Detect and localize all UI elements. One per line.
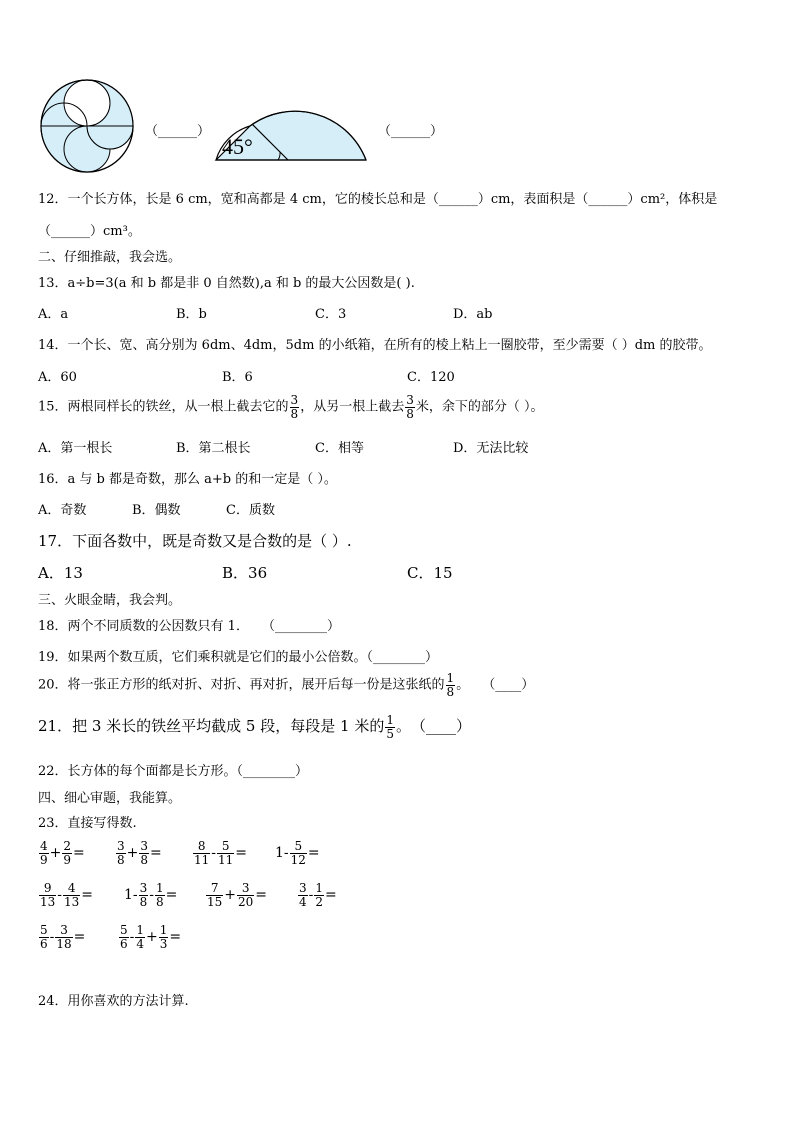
q15-fraction-2: $\frac{3}{8}$: [406, 393, 414, 421]
angle-label: 45°: [222, 134, 253, 159]
calc-r2-4: $\frac{3}{4}$ - $\frac{1}{2}$ =: [299, 881, 337, 909]
q24-text: 24．用你喜欢的方法计算.: [38, 994, 189, 1009]
calc-r1-1: $\frac{4}{9}$ + $\frac{2}{9}$ =: [40, 839, 85, 867]
q17-text: 17．下面各数中，既是奇数又是合数的是（ ）.: [38, 532, 352, 550]
q20-text: 20．将一张正方形的纸对折、对折、再对折，展开后每一份是这张纸的 $\frac{1}{8}$ 。 （____）: [38, 671, 535, 699]
section3-title: 三、火眼金睛，我会判。: [38, 593, 182, 608]
q13-option-d[interactable]: D．ab: [453, 307, 493, 322]
q14-option-c[interactable]: C．120: [407, 370, 455, 385]
q13-text: 13．a÷b=3(a 和 b 都是非 0 自然数),a 和 b 的最大公因数是( ).: [38, 276, 415, 291]
q15-option-a[interactable]: A．第一根长: [38, 441, 113, 456]
section4-title: 四、细心审题，我能算。: [38, 791, 182, 806]
q14-option-b[interactable]: B．6: [222, 370, 253, 385]
q21-text: 21．把 3 米长的铁丝平均截成 5 段，每段是 1 米的 $\frac{1}{5}$ 。 （____）: [38, 713, 471, 741]
q15-text: 15．两根同样长的铁丝，从一根上截去它的 $\frac{3}{8}$ ，从另一根上截去 $\frac{3}{8}$ 米，余下的部分（ ）。: [38, 393, 544, 421]
q20-fraction: $\frac{1}{8}$: [446, 671, 455, 699]
q17-option-b[interactable]: B．36: [222, 564, 268, 582]
q21-fraction: $\frac{1}{5}$: [386, 713, 394, 741]
q16-option-a[interactable]: A．奇数: [38, 503, 87, 518]
calc-r3-2: $\frac{5}{6}$ - $\frac{1}{4}$ + $\frac{1}{3}$ =: [120, 923, 182, 951]
sector-figure: [214, 84, 370, 164]
q16-option-b[interactable]: B．偶数: [132, 503, 181, 518]
q12-line2: （______）cm³。: [38, 224, 141, 239]
q18-text: 18．两个不同质数的公因数只有 1． （________）: [38, 619, 340, 634]
q13-option-c[interactable]: C．3: [315, 307, 347, 322]
figure-blank-left[interactable]: （______）: [145, 124, 211, 139]
calc-r2-3: $\frac{7}{15}$ + $\frac{3}{20}$ =: [207, 881, 268, 909]
calc-r3-1: $\frac{5}{6}$ - $\frac{3}{18}$ =: [40, 923, 86, 951]
q17-option-a[interactable]: A．13: [38, 564, 83, 582]
calc-r1-3: $\frac{8}{11}$ - $\frac{5}{11}$ =: [194, 839, 248, 867]
section2-title: 二、仔细推敲，我会选。: [38, 250, 182, 265]
q13-option-a[interactable]: A．a: [38, 307, 69, 322]
calc-r2-1: $\frac{9}{13}$ - $\frac{4}{13}$ =: [40, 881, 94, 909]
calc-r1-2: $\frac{3}{8}$ + $\frac{3}{8}$ =: [117, 839, 162, 867]
q15-option-b[interactable]: B．第二根长: [176, 441, 251, 456]
q12-line1: 12．一个长方体，长是 6 cm，宽和高都是 4 cm，它的棱长总和是（______）cm，表面积是（______）cm²，体积是: [38, 192, 718, 207]
q16-option-c[interactable]: C．质数: [226, 503, 275, 518]
q15-option-c[interactable]: C．相等: [315, 441, 364, 456]
q19-text: 19．如果两个数互质，它们乘积就是它们的最小公倍数。（________）: [38, 650, 439, 665]
q14-option-a[interactable]: A．60: [38, 370, 77, 385]
q13-option-b[interactable]: B．b: [176, 307, 207, 322]
q15-fraction-1: $\frac{3}{8}$: [290, 393, 299, 421]
q22-text: 22．长方体的每个面都是长方形。（________）: [38, 764, 309, 779]
circle-figure: [38, 78, 138, 174]
q17-option-c[interactable]: C．15: [407, 564, 453, 582]
q15-option-d[interactable]: D．无法比较: [453, 441, 529, 456]
q23-text: 23．直接写得数.: [38, 816, 137, 831]
calc-r2-2: 1- $\frac{3}{8}$ - $\frac{1}{8}$ =: [124, 881, 178, 909]
q16-text: 16．a 与 b 都是奇数，那么 a+b 的和一定是（ ）。: [38, 472, 337, 487]
figure-blank-right[interactable]: （______）: [378, 124, 444, 139]
calc-r1-4: 1- $\frac{5}{12}$ =: [275, 839, 320, 867]
q14-text: 14．一个长、宽、高分别为 6dm、4dm，5dm 的小纸箱，在所有的棱上粘上一圈胶带，至少需要（ ）dm 的胶带。: [38, 338, 712, 353]
